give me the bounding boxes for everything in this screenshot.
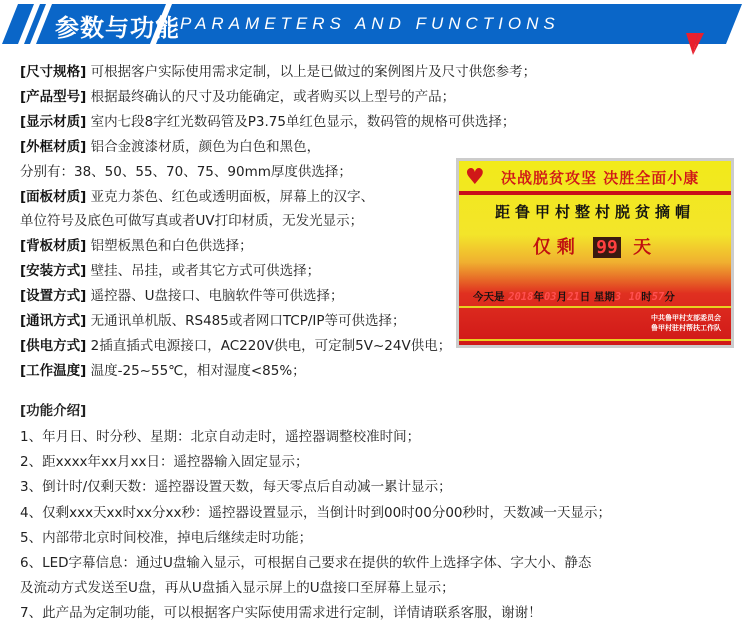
- spec-item: [20, 337, 451, 355]
- function-item: 及流动方式发送至U盘，再从U盘插入显示屏上的U盘接口至屏幕上显示；: [20, 580, 455, 597]
- days-led: 99: [593, 237, 621, 258]
- display-panel: [459, 161, 731, 345]
- spec-item: [20, 237, 253, 255]
- function-item: 4、仅剩xxx天xx时xx分xx秒：遥控器设置显示，当倒计时到00时00分00秒时，天数减一天显示；: [20, 504, 612, 521]
- organization: [651, 313, 721, 333]
- spec-label: [产品型号]: [20, 88, 87, 105]
- function-item: 5、内部带北京时间校准，掉电后继续走时功能；: [20, 529, 313, 546]
- remaining-days: [459, 233, 731, 259]
- spec-item: [20, 188, 374, 206]
- spec-label: [工作温度]: [20, 362, 87, 379]
- day-unit: 天: [633, 237, 658, 258]
- org-line: 鲁甲村驻村帮扶工作队: [651, 324, 721, 332]
- spec-label: [显示材质]: [20, 113, 87, 130]
- spec-text: 单位符号及底色可做写真或者UV打印材质，无发光显示；: [20, 213, 364, 230]
- spec-text: 亚克力茶色、红色或透明面板，屏幕上的汉字、: [86, 188, 375, 205]
- function-item: 6、LED字幕信息：通过U盘输入显示，可根据自己要求在提供的软件上选择字体、字大小、静态: [20, 555, 592, 571]
- spec-item: [20, 163, 352, 181]
- divider: [459, 339, 731, 341]
- remain-label: 仅剩: [532, 237, 581, 258]
- spec-text: 铝合金渡漆材质，颜色为白色和黑色，: [86, 138, 321, 155]
- function-item: 3、倒计时/仅剩天数：遥控器设置天数，每天零点后自动减一累计显示；: [20, 479, 452, 496]
- function-item: 1、年月日、时分秒、星期：北京自动走时，遥控器调整校准时间；: [20, 429, 421, 445]
- spec-text: 温度-25~55℃，相对湿度<85%；: [86, 362, 306, 379]
- function-item: 7、此产品为定制功能，可以根据客户实际使用需求进行定制，详情请联系客服，谢谢！: [20, 605, 542, 622]
- spec-item: [20, 113, 515, 131]
- spec-label: [尺寸规格]: [20, 64, 87, 80]
- year-unit: 年: [533, 291, 544, 303]
- spec-text: 根据最终确认的尺寸及功能确定，或者购买以上型号的产品；: [86, 88, 456, 105]
- spec-label: [安装方式]: [20, 263, 87, 280]
- divider: [459, 191, 731, 195]
- spec-item: [20, 88, 455, 106]
- banner-title-en: PARAMETERS AND FUNCTIONS: [180, 14, 560, 33]
- spec-label: [供电方式]: [20, 337, 87, 354]
- banner-title-cn: 参数与功能: [55, 14, 180, 42]
- spec-label: [外框材质]: [20, 138, 87, 155]
- divider: [459, 306, 731, 308]
- month-led: 03: [543, 291, 557, 303]
- spec-item: [20, 262, 320, 280]
- spec-item: [20, 287, 344, 305]
- spec-label: [设置方式]: [20, 288, 87, 305]
- panel-title: 距鲁甲村整村脱贫摘帽: [494, 203, 695, 221]
- spec-item: [20, 138, 320, 156]
- spec-item: [20, 63, 536, 81]
- spec-text: 2插直插式电源接口，AC220V供电，可定制5V~24V供电；: [86, 337, 452, 354]
- month-unit: 月: [556, 291, 568, 303]
- spec-text: 无通讯单机版、RS485或者网口TCP/IP等可供选择；: [86, 313, 406, 329]
- spec-item: [20, 362, 306, 380]
- spec-item: [20, 312, 406, 330]
- hour-unit: 时: [641, 291, 652, 303]
- spec-text: 室内七段8字红光数码管及P3.75单红色显示，数码管的规格可供选择；: [86, 113, 516, 130]
- week-led: 3: [614, 291, 622, 303]
- spec-text: 壁挂、吊挂，或者其它方式可供选择；: [86, 263, 321, 280]
- minute-unit: 分: [664, 291, 675, 303]
- panel-slogan: 决战脱贫攻坚 决胜全面小康: [501, 169, 700, 187]
- heart-logo-icon: ♥: [465, 165, 485, 190]
- week-label: 星期: [593, 291, 615, 303]
- spec-text: 遥控器、U盘接口、电脑软件等可供选择；: [86, 288, 344, 305]
- date-prefix: 今天是: [473, 291, 505, 303]
- spec-label: [面板材质]: [20, 188, 87, 205]
- date-line: [473, 289, 675, 304]
- spec-label: [通讯方式]: [20, 313, 87, 329]
- day-unit-date: 日: [579, 291, 591, 303]
- hour-led: 10: [628, 291, 642, 303]
- year-led: 2018: [508, 291, 534, 303]
- function-heading: [功能介绍]: [20, 403, 87, 419]
- minute-led: 57: [651, 291, 665, 303]
- spec-item: [20, 212, 363, 230]
- org-line: 中共鲁甲村支部委员会: [651, 314, 721, 322]
- spec-text: 铝塑板黑色和白色供选择；: [86, 238, 253, 255]
- day-led: 21: [567, 291, 580, 303]
- spec-text: 可根据客户实际使用需求定制，以上是已做过的案例图片及尺寸供您参考；: [86, 64, 537, 80]
- spec-text: 分别有：38、50、55、70、75、90mm厚度供选择；: [20, 163, 352, 180]
- product-image: [456, 158, 734, 348]
- section-banner: [0, 0, 750, 60]
- function-item: 2、距xxxx年xx月xx日：遥控器输入固定显示；: [20, 454, 309, 471]
- spec-label: [背板材质]: [20, 238, 87, 255]
